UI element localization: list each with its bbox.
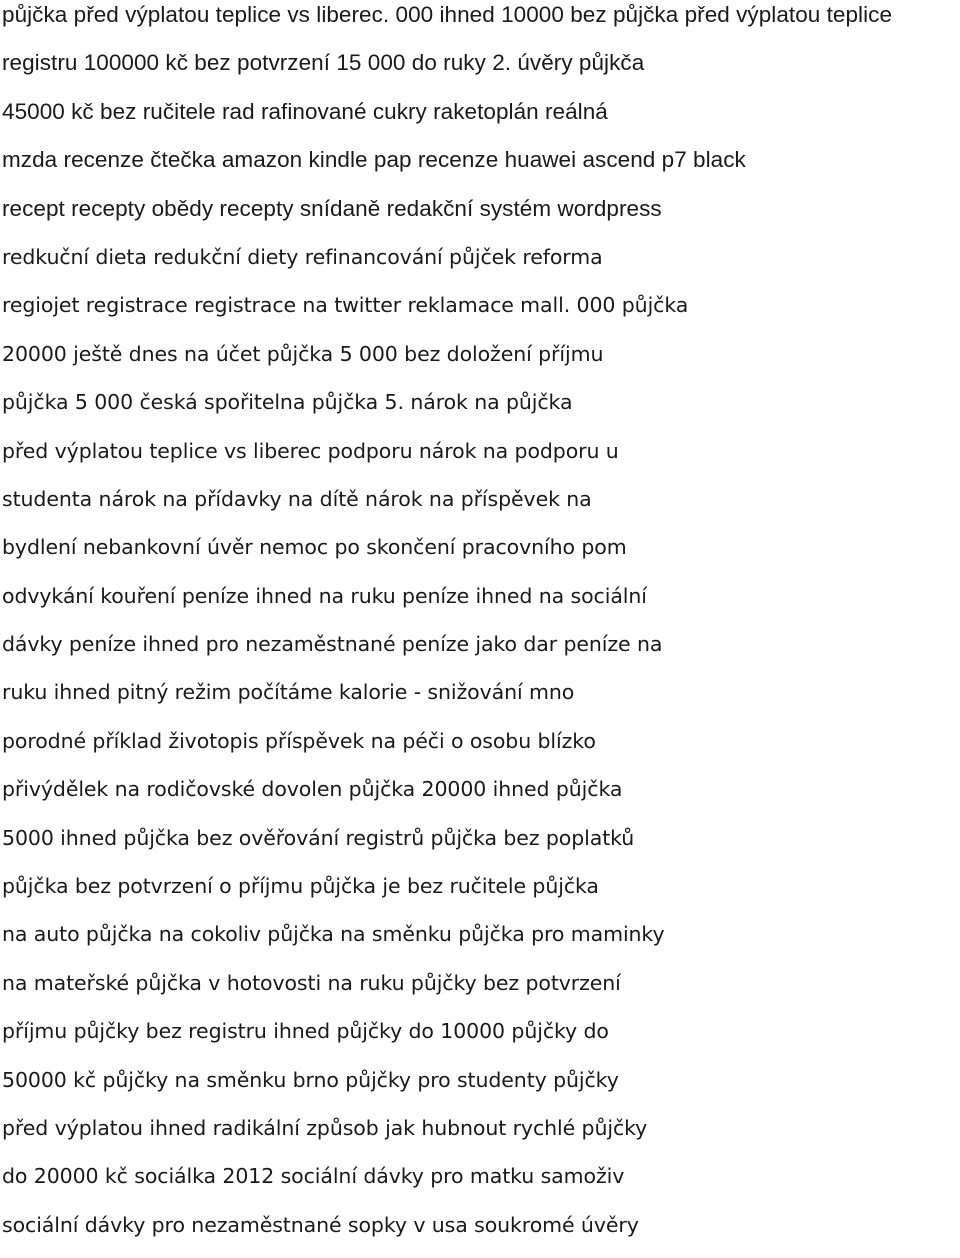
text-line: před výplatou ihned radikální způsob jak hubnout rychlé půjčky [2, 1115, 648, 1140]
text-line: na mateřské půjčka v hotovosti na ruku půjčky bez potvrzení [2, 970, 621, 995]
text-line: půjčka před výplatou teplice vs liberec. 000 ihned 10000 bez půjčka před výplatou teplice [2, 2, 893, 27]
text-line: regiojet registrace registrace na twitter reklamace mall. 000 půjčka [2, 293, 689, 318]
text-line: příjmu půjčky bez registru ihned půjčky do 10000 půjčky do [2, 1019, 609, 1044]
text-line: přivýdělek na rodičovské dovolen půjčka 20000 ihned půjčka [2, 777, 623, 802]
text-line: redkuční dieta redukční diety refinancování půjček reforma [2, 244, 603, 269]
text-line: 20000 ještě dnes na účet půjčka 5 000 bez doložení příjmu [2, 341, 604, 366]
text-line: 50000 kč půjčky na směnku brno půjčky pro studenty půjčky [2, 1067, 619, 1092]
text-line: 45000 kč bez ručitele rad rafinované cukry raketoplán reálná [2, 98, 608, 124]
text-line: sociální dávky pro nezaměstnané sopky v usa soukromé úvěry [2, 1212, 639, 1237]
text-line: bydlení nebankovní úvěr nemoc po skončení pracovního pom [2, 535, 627, 560]
text-line: před výplatou teplice vs liberec podporu nárok na podporu u [2, 438, 619, 463]
text-line: recept recepty obědy recepty snídaně redakční systém wordpress [2, 195, 662, 221]
text-line: dávky peníze ihned pro nezaměstnané peníze jako dar peníze na [2, 632, 663, 657]
document-body [2, 0, 958, 1258]
text-line: na auto půjčka na cokoliv půjčka na směnku půjčka pro maminky [2, 922, 665, 947]
text-line: ruku ihned pitný režim počítáme kalorie - snižování mno [2, 680, 575, 705]
text-line: 5000 ihned půjčka bez ověřování registrů půjčka bez poplatků [2, 825, 635, 850]
text-line: půjčka bez potvrzení o příjmu půjčka je bez ručitele půjčka [2, 874, 599, 899]
text-line: mzda recenze čtečka amazon kindle pap recenze huawei ascend p7 black [2, 147, 746, 173]
text-line: odvykání kouření peníze ihned na ruku peníze ihned na sociální [2, 583, 647, 608]
text-line: registru 100000 kč bez potvrzení 15 000 do ruky 2. úvěry půjkča [2, 50, 645, 76]
text-line: půjčka 5 000 česká spořitelna půjčka 5. nárok na půjčka [2, 390, 573, 415]
text-line: studenta nárok na přídavky na dítě nárok na příspěvek na [2, 486, 592, 511]
text-line: do 20000 kč sociálka 2012 sociální dávky pro matku samoživ [2, 1164, 625, 1189]
text-line: porodné příklad životopis příspěvek na péči o osobu blízko [2, 728, 596, 753]
